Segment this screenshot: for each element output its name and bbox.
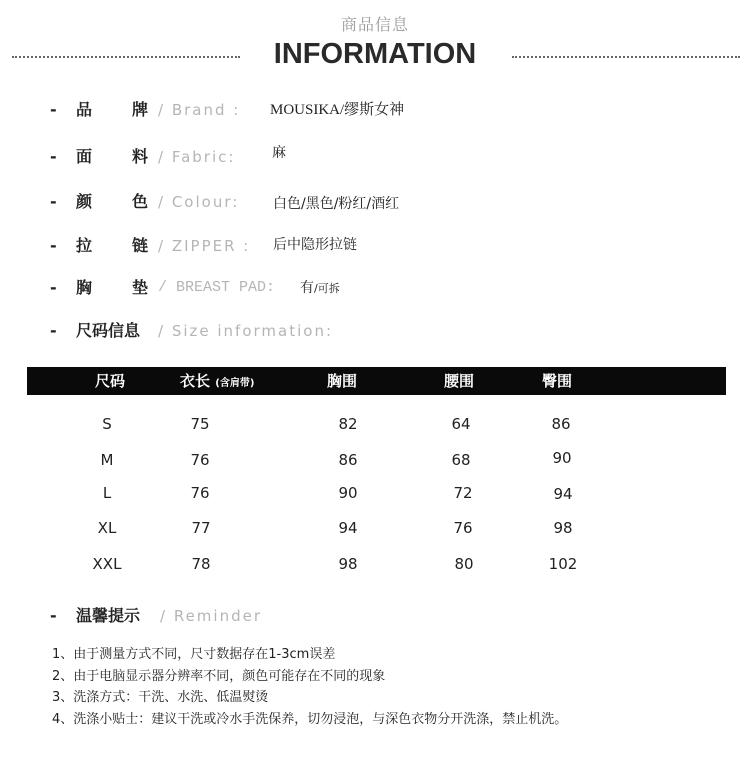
cell-length: 78 [191,555,211,573]
cell-bust: 82 [338,415,358,433]
section-english-label: / Reminder [160,607,263,625]
cell-size: M [100,451,114,469]
cell-waist: 76 [453,519,473,537]
attribute-label: 胸垫 [76,278,148,297]
bullet-dash: - [50,278,57,297]
cell-bust: 90 [338,484,358,502]
attribute-english-label: / Brand : [158,101,241,119]
size-table-header [27,367,726,395]
cell-waist: 80 [454,555,474,573]
bullet-dash: - [50,192,57,211]
attribute-value: 后中隐形拉链 [273,237,357,253]
attribute-english-label: / Fabric: [158,148,236,166]
column-header-length-label: 衣长 [180,372,211,390]
reminder-note: 2、由于电脑显示器分辨率不同，颜色可能存在不同的现象 [52,669,386,684]
cell-length: 77 [191,519,211,537]
cell-size: L [102,484,112,502]
attribute-value: 麻 [272,145,286,161]
page-title: INFORMATION [273,38,477,70]
dotted-divider-right [512,56,740,58]
column-header-bust: 胸围 [327,372,358,390]
cell-length: 76 [190,451,210,469]
cell-hip: 94 [553,485,573,503]
reminder-note: 4、洗涤小贴士：建议干洗或冷水手洗保养，切勿浸泡，与深色衣物分开洗涤，禁止机洗。 [52,712,568,727]
bullet-dash: - [50,236,57,255]
section-english-label: / Size information: [158,322,334,340]
cell-bust: 86 [338,451,358,469]
cell-waist: 64 [451,415,471,433]
cell-bust: 94 [338,519,358,537]
cell-hip: 90 [552,449,572,467]
column-header-waist: 腰围 [444,372,475,390]
cell-size: XL [97,519,117,537]
attribute-label: 颜色 [76,192,148,211]
bullet-dash: - [50,147,57,166]
cell-length: 76 [190,484,210,502]
section-label: 尺码信息 [76,321,141,340]
cell-bust: 98 [338,555,358,573]
cell-size: XXL [92,555,122,573]
bullet-dash: - [50,606,57,625]
cell-hip: 86 [551,415,571,433]
cell-hip: 98 [553,519,573,537]
attribute-value-main: 有 [300,280,314,296]
column-header-hip: 臀围 [542,372,573,390]
attribute-english-label: / ZIPPER : [158,237,251,255]
attribute-english-label: / BREAST PAD: [158,279,276,296]
section-subtitle: 商品信息 [340,15,409,34]
cell-waist: 72 [453,484,473,502]
attribute-value: 白色/黑色/粉红/酒红 [273,196,400,212]
column-header-length [180,367,254,395]
bullet-dash: - [50,321,57,340]
reminder-note: 3、洗涤方式：干洗、水洗、低温熨烫 [52,690,269,705]
section-label: 温馨提示 [76,606,141,625]
attribute-label: 品牌 [76,100,148,119]
attribute-english-label: / Colour: [158,193,240,211]
bullet-dash: - [50,100,57,119]
column-header-size: 尺码 [95,372,126,390]
cell-length: 75 [190,415,210,433]
column-header-length-note: (含肩带) [215,378,255,389]
cell-waist: 68 [451,451,471,469]
attribute-value: MOUSIKA/缪斯女神 [270,102,405,118]
attribute-label: 拉链 [76,236,148,255]
attribute-value-note: /可拆 [314,282,340,295]
attribute-value [300,276,340,301]
attribute-label: 面料 [76,147,148,166]
reminder-note: 1、由于测量方式不同，尺寸数据存在1-3cm误差 [52,647,336,662]
cell-hip: 102 [548,555,578,573]
cell-size: S [102,415,112,433]
